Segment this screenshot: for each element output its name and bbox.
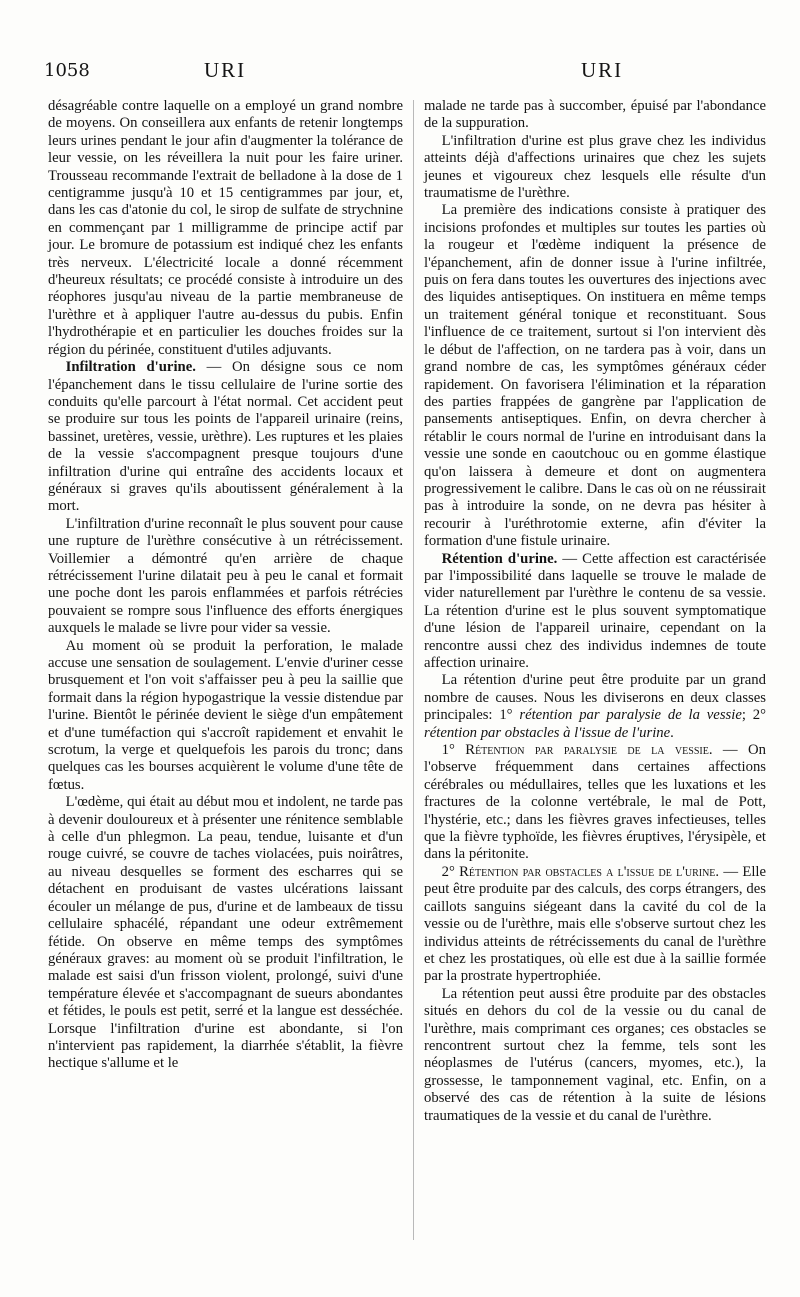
paragraph [424, 672, 766, 742]
italic-term: rétention par paralysie de la vessie [519, 707, 742, 724]
running-head-left: URI [204, 58, 247, 82]
right-column [424, 98, 766, 1125]
section-heading: Rétention d'urine. [441, 550, 558, 567]
italic-term: rétention par obstacles à l'issue de l'urine [424, 724, 671, 741]
paragraph-text: La rétention d'urine peut être produite par un grand nombre de causes. Nous les diviserons en deux classes principales: 1° [424, 672, 766, 724]
paragraph-text: — On désigne sous ce nom l'épanchement dans le tissu cellulaire de l'urine sortie des conduits qu'elle parcourt à l'état normal. Cet accident peut se produire sur tous les points de l'appareil urinaire (reins, bassinet, uretères, vessie, urèthre). Les ruptures et les plaies de la vessie s'accompagnent presque toujours d'une infiltration d'urine qui entraîne des accidents locaux et généraux si graves qu'ils aboutissent généralement à la mort. [48, 359, 403, 515]
paragraph: Au moment où se produit la perforation, le malade accuse une sensation de soulagement. L'envie d'uriner cesse brusquement et l'on voit s'affaisser peu à peu la saillie que formait dans la région hypogastrique la vessie distendue par l'urine. Bientôt le périnée devient le siège d'un empâtement et d'une tuméfaction qui s'accroît rapidement et envahit le scrotum, la verge et quelquefois les parois du tronc; dans quelques cas les bourses acquièrent le volume d'une tête de fœtus. [48, 637, 403, 793]
paragraph: malade ne tarde pas à succomber, épuisé par l'abondance de la suppuration. [424, 98, 766, 132]
section-heading: Infiltration d'urine. [65, 359, 196, 376]
subsection-heading: 1° Rétention par paralysie de la vessie. [441, 742, 713, 759]
paragraph: La première des indications consiste à pratiquer des incisions profondes et multiples sur toutes les parties où la rougeur et l'œdème indiquent la présence de l'épanchement, afin de donner issue à l'urine infiltrée, puis on fera dans toutes les ouvertures des injections avec des liquides antiseptiques. On instituera en même temps un traitement général tonique et reconstituant. Sous l'influence de ce traitement, surtout si l'on intervient dès le début de l'affection, on ne tardera pas à voir, dans un grand nombre de cas, les symptômes généraux céder rapidement. On favorisera l'élimination et la réparation des parties frappées de gangrène par l'application de pansements antiseptiques. Enfin, on devra chercher à rétablir le cours normal de l'urine en introduisant dans la vessie une sonde en caoutchouc ou en gomme élastique qu'on laissera à demeure et dont on augmentera progressivement le calibre. Dans le cas où on ne réussirait pas à introduire la sonde, on ne devra pas hésiter à recourir à l'uréthrotomie externe, afin d'éviter la formation d'une fistule urinaire. [424, 202, 766, 550]
paragraph: L'œdème, qui était au début mou et indolent, ne tarde pas à devenir douloureux et à présenter une rénitence semblable à celle d'un phlegmon. La peau, tendue, luisante et d'un rouge cuivré, se couvre de taches violacées, puis noirâtres, au niveau desquelles se forment des escharres qui se détachent en produisant de vastes ulcérations laissant écouler un mélange de pus, d'urine et de lambeaux de tissu cellulaire sphacélé, répandant une odeur extrêmement fétide. On observe en même temps des symptômes généraux graves: au moment où se produit l'infiltration, le malade est saisi d'un frisson violent, prolongé, suivi d'une température élevée et s'accompagnant de sueurs abondantes et fétides, le pouls est petit, serré et la langue est desséchée. Lorsque l'infiltration d'urine est abondante, si l'on n'intervient pas rapidement, la diarrhée s'établit, la fièvre hectique s'allume et le [48, 794, 403, 1072]
paragraph-text: — Cette affection est caractérisée par l'impossibilité dans laquelle se trouve le malade de vider naturellement par l'urèthre le contenu de sa vessie. La rétention d'urine est le plus souvent symptomatique d'une lésion de l'appareil urinaire, cependant on la rencontre aussi chez des individus indemnes de toute affection urinaire. [424, 550, 766, 671]
paragraph: L'infiltration d'urine est plus grave chez les individus atteints déjà d'affections urinaires que chez les sujets jeunes et vigoureux chez lesquels elle résulte d'un traumatisme de l'urèthre. [424, 132, 766, 202]
paragraph [424, 864, 766, 986]
column-divider [413, 100, 414, 1240]
subsection-heading: 2° Rétention par obstacles a l'issue de l'urine. [441, 863, 720, 880]
paragraph-text: — Elle peut être produite par des calculs, des corps étrangers, des caillots sanguins siégeant dans la cavité du col de la vessie ou de l'urèthre, mais elle s'observe surtout chez les individus atteints de rétrécissements du canal de l'urèthre et chez les prostatiques, où elle est due à la saillie formée par la prostrate hypertrophiée. [424, 863, 766, 985]
paragraph-text: ; 2° [741, 707, 766, 724]
paragraph: La rétention peut aussi être produite par des obstacles situés en dehors du col de la vessie ou du canal de l'urèthre, mais comprimant ces organes; ces obstacles se rencontrent surtout chez la femme, tels sont les néoplasmes de l'utérus (cancers, myomes, etc.), la grossesse, le tamponnement vaginal, etc. Enfin, on a observé des cas de rétention à la suite de lésions traumatiques de la vessie et du canal de l'urèthre. [424, 985, 766, 1124]
left-column [48, 98, 403, 1073]
paragraph: désagréable contre laquelle on a employé un grand nombre de moyens. On conseillera aux enfants de retenir longtemps leurs urines pendant le jour afin d'augmenter la tolérance de leur vessie, on les réveillera la nuit pour les faire uriner. Trousseau recommande l'extrait de belladone à la dose de 1 centigramme jusqu'à 10 et 15 centigrammes par jour, et, dans les cas d'atonie du col, le sirop de sulfate de strychnine en commençant par 1 milligramme de principe actif par jour. Le bromure de potassium est indiqué chez les enfants très nerveux. L'électricité locale a donné récemment d'heureux résultats; ce procédé consiste à introduire un des réophores jusqu'au niveau de la partie membraneuse de l'urèthre et à appliquer l'autre au-dessus du pubis. Enfin l'hydrothérapie et en particulier les douches froides sur la région du périnée, constituent d'utiles adjuvants. [48, 98, 403, 358]
page-number: 1058 [44, 60, 90, 81]
running-head-right: URI [581, 58, 624, 82]
paragraph [424, 551, 766, 673]
paragraph: L'infiltration d'urine reconnaît le plus souvent pour cause une rupture de l'urèthre consécutive à un rétrécissement. Voillemier a démontré qu'en arrière de chaque rétrécissement l'urine dilatait peu à peu le canal et formait une poche dont les parois enflammées et parfois rétrécies pouvaient se rompre sous l'influence des efforts énergiques auxquels le malade se livre pour vider sa vessie. [48, 515, 403, 637]
paragraph [48, 359, 403, 516]
paragraph-text: — On l'observe fréquemment dans certaines affections cérébrales ou médullaires, telles que les luxations et les fractures de la colonne vertébrale, le mal de Pott, l'hystérie, etc.; dans les fièvres graves infectieuses, telles que la fièvre typhoïde, les fièvres éruptives, l'érysipèle, et dans la péritonite. [424, 742, 766, 863]
paragraph-text: . [670, 724, 674, 741]
paragraph [424, 742, 766, 864]
page-header [0, 58, 800, 86]
